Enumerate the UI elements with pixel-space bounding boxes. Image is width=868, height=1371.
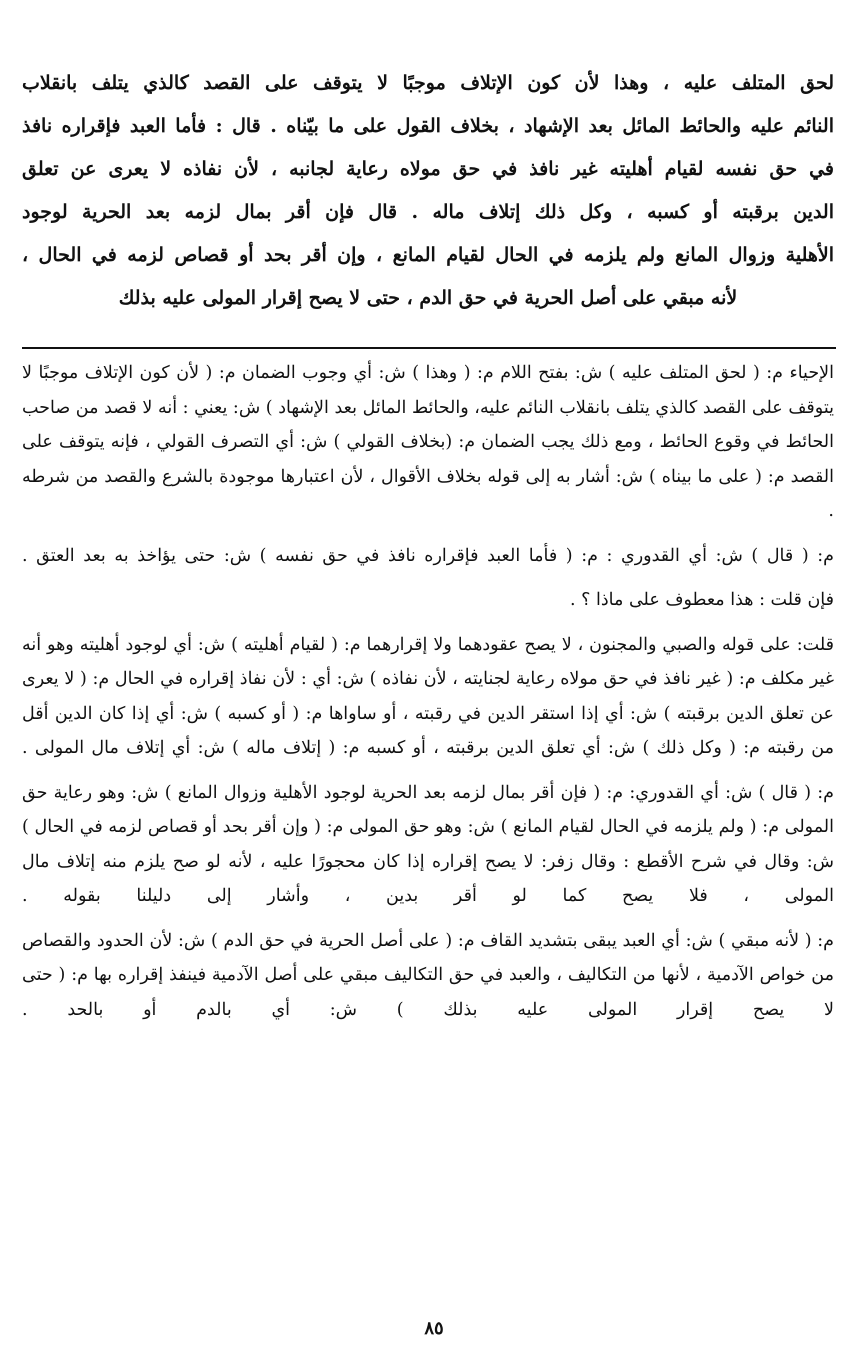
commentary-paragraph: م: ( قال ) ش: أي القدوري: م: ( فإن أقر بمال لزمه بعد الحرية لوجود الأهلية وزوال المانع ) ش: وهو رعاية حق المولى م: ( ولم يلزمه في الحال لقيام المانع ) ش: وهو حق المولى م: ( وإن أقر بحد أو قصاص لزمه في الحال ) ش: وقال في شرح الأقطع : وقال زفر: لا يصح إقراره إذا كان محجورًا عليه ، لأنه لو صح يلزم منه إتلاف مال المولى ، فلا يصح كما لو أقر بدين ، وأشار إلى دليلنا بقوله . bbox=[22, 782, 834, 906]
main-text-line: لحق المتلف عليه ، وهذا لأن كون الإتلاف موجبًا لا يتوقف على القصد كالذي يتلف بانقلاب bbox=[22, 72, 834, 94]
main-text-line: لأنه مبقي على أصل الحرية في حق الدم ، حتى لا يصح إقرار المولى عليه بذلك bbox=[118, 287, 738, 309]
separator-rule bbox=[22, 347, 836, 349]
main-text-line: الأهلية وزوال المانع ولم يلزمه في الحال لقيام المانع ، وإن أقر بحد أو قصاص لزمه في الحال ، bbox=[22, 244, 834, 266]
main-text-line: النائم عليه والحائط المائل بعد الإشهاد ، بخلاف القول على ما بيّناه . قال : فأما العبد فإقراره نافذ bbox=[22, 115, 834, 137]
commentary-paragraph: قلت: على قوله والصبي والمجنون ، لا يصح عقودهما ولا إقرارهما م: ( لقيام أهليته ) ش: أي لوجود أهليته وهو أنه غير مكلف م: ( غير نافذ في حق مولاه رعاية لجنايته ، لأن نفاذه ) ش: أي : لأن نفاذ إقراره في الحال م: ( لا يعرى عن تعلق الدين برقبته ) ش: أي إذا استقر الدين في رقبته ، أو ساواها م: ( أو كسبه ) ش: أي إذا كان الدين أقل من رقبته م: ( وكل ذلك ) ش: أي تعلق الدين برقبته ، أو كسبه م: ( إتلاف ماله ) ش: أي إتلاف مال المولى . bbox=[22, 634, 834, 758]
commentary-paragraph: فإن قلت : هذا معطوف على ماذا ؟ . bbox=[570, 590, 834, 610]
main-text-block bbox=[22, 62, 834, 320]
commentary-paragraph: م: ( قال ) ش: أي القدوري : م: ( فأما العبد فإقراره نافذ في حق نفسه ) ش: حتى يؤاخذ به بعد العتق . bbox=[22, 545, 834, 566]
page-number: ٨٥ bbox=[424, 1318, 444, 1339]
main-text-line: الدين برقبته أو كسبه ، وكل ذلك إتلاف ماله . قال فإن أقر بمال لزمه بعد الحرية لوجود bbox=[22, 201, 834, 223]
commentary-paragraph: م: ( لأنه مبقي ) ش: أي العبد يبقى بتشديد القاف م: ( على أصل الحرية في حق الدم ) ش: لأن الحدود والقصاص من خواص الآدمية ، لأنها من التكاليف ، والعبد في حق التكاليف مبقي على أصل الآدمية فينفذ إقراره بها م: ( حتى لا يصح إقرار المولى عليه بذلك ) ش: أي بالدم أو بالحد . bbox=[22, 930, 834, 1020]
commentary-block bbox=[22, 356, 834, 1037]
commentary-paragraph: الإحياء م: ( لحق المتلف عليه ) ش: بفتح اللام م: ( وهذا ) ش: أي وجوب الضمان م: ( لأن كون الإتلاف موجبًا لا يتوقف على القصد كالذي يتلف بانقلاب النائم عليه، والحائط المائل بعد الإشهاد ) ش: يعني : أنه لا قصد من صاحب الحائط في وقوع الحائط ، ومع ذلك يجب الضمان م: (بخلاف القولي ) ش: أي التصرف القولي ، فإنه يتوقف على القصد م: ( على ما بيناه ) ش: أشار به إلى قوله بخلاف الأقوال ، لأن اعتبارها موجودة بالشرع والقصد من شرطه . bbox=[22, 363, 834, 521]
main-text-line: في حق نفسه لقيام أهليته غير نافذ في حق مولاه رعاية لجانبه ، لأن نفاذه لا يعرى عن تعلق bbox=[22, 158, 834, 180]
